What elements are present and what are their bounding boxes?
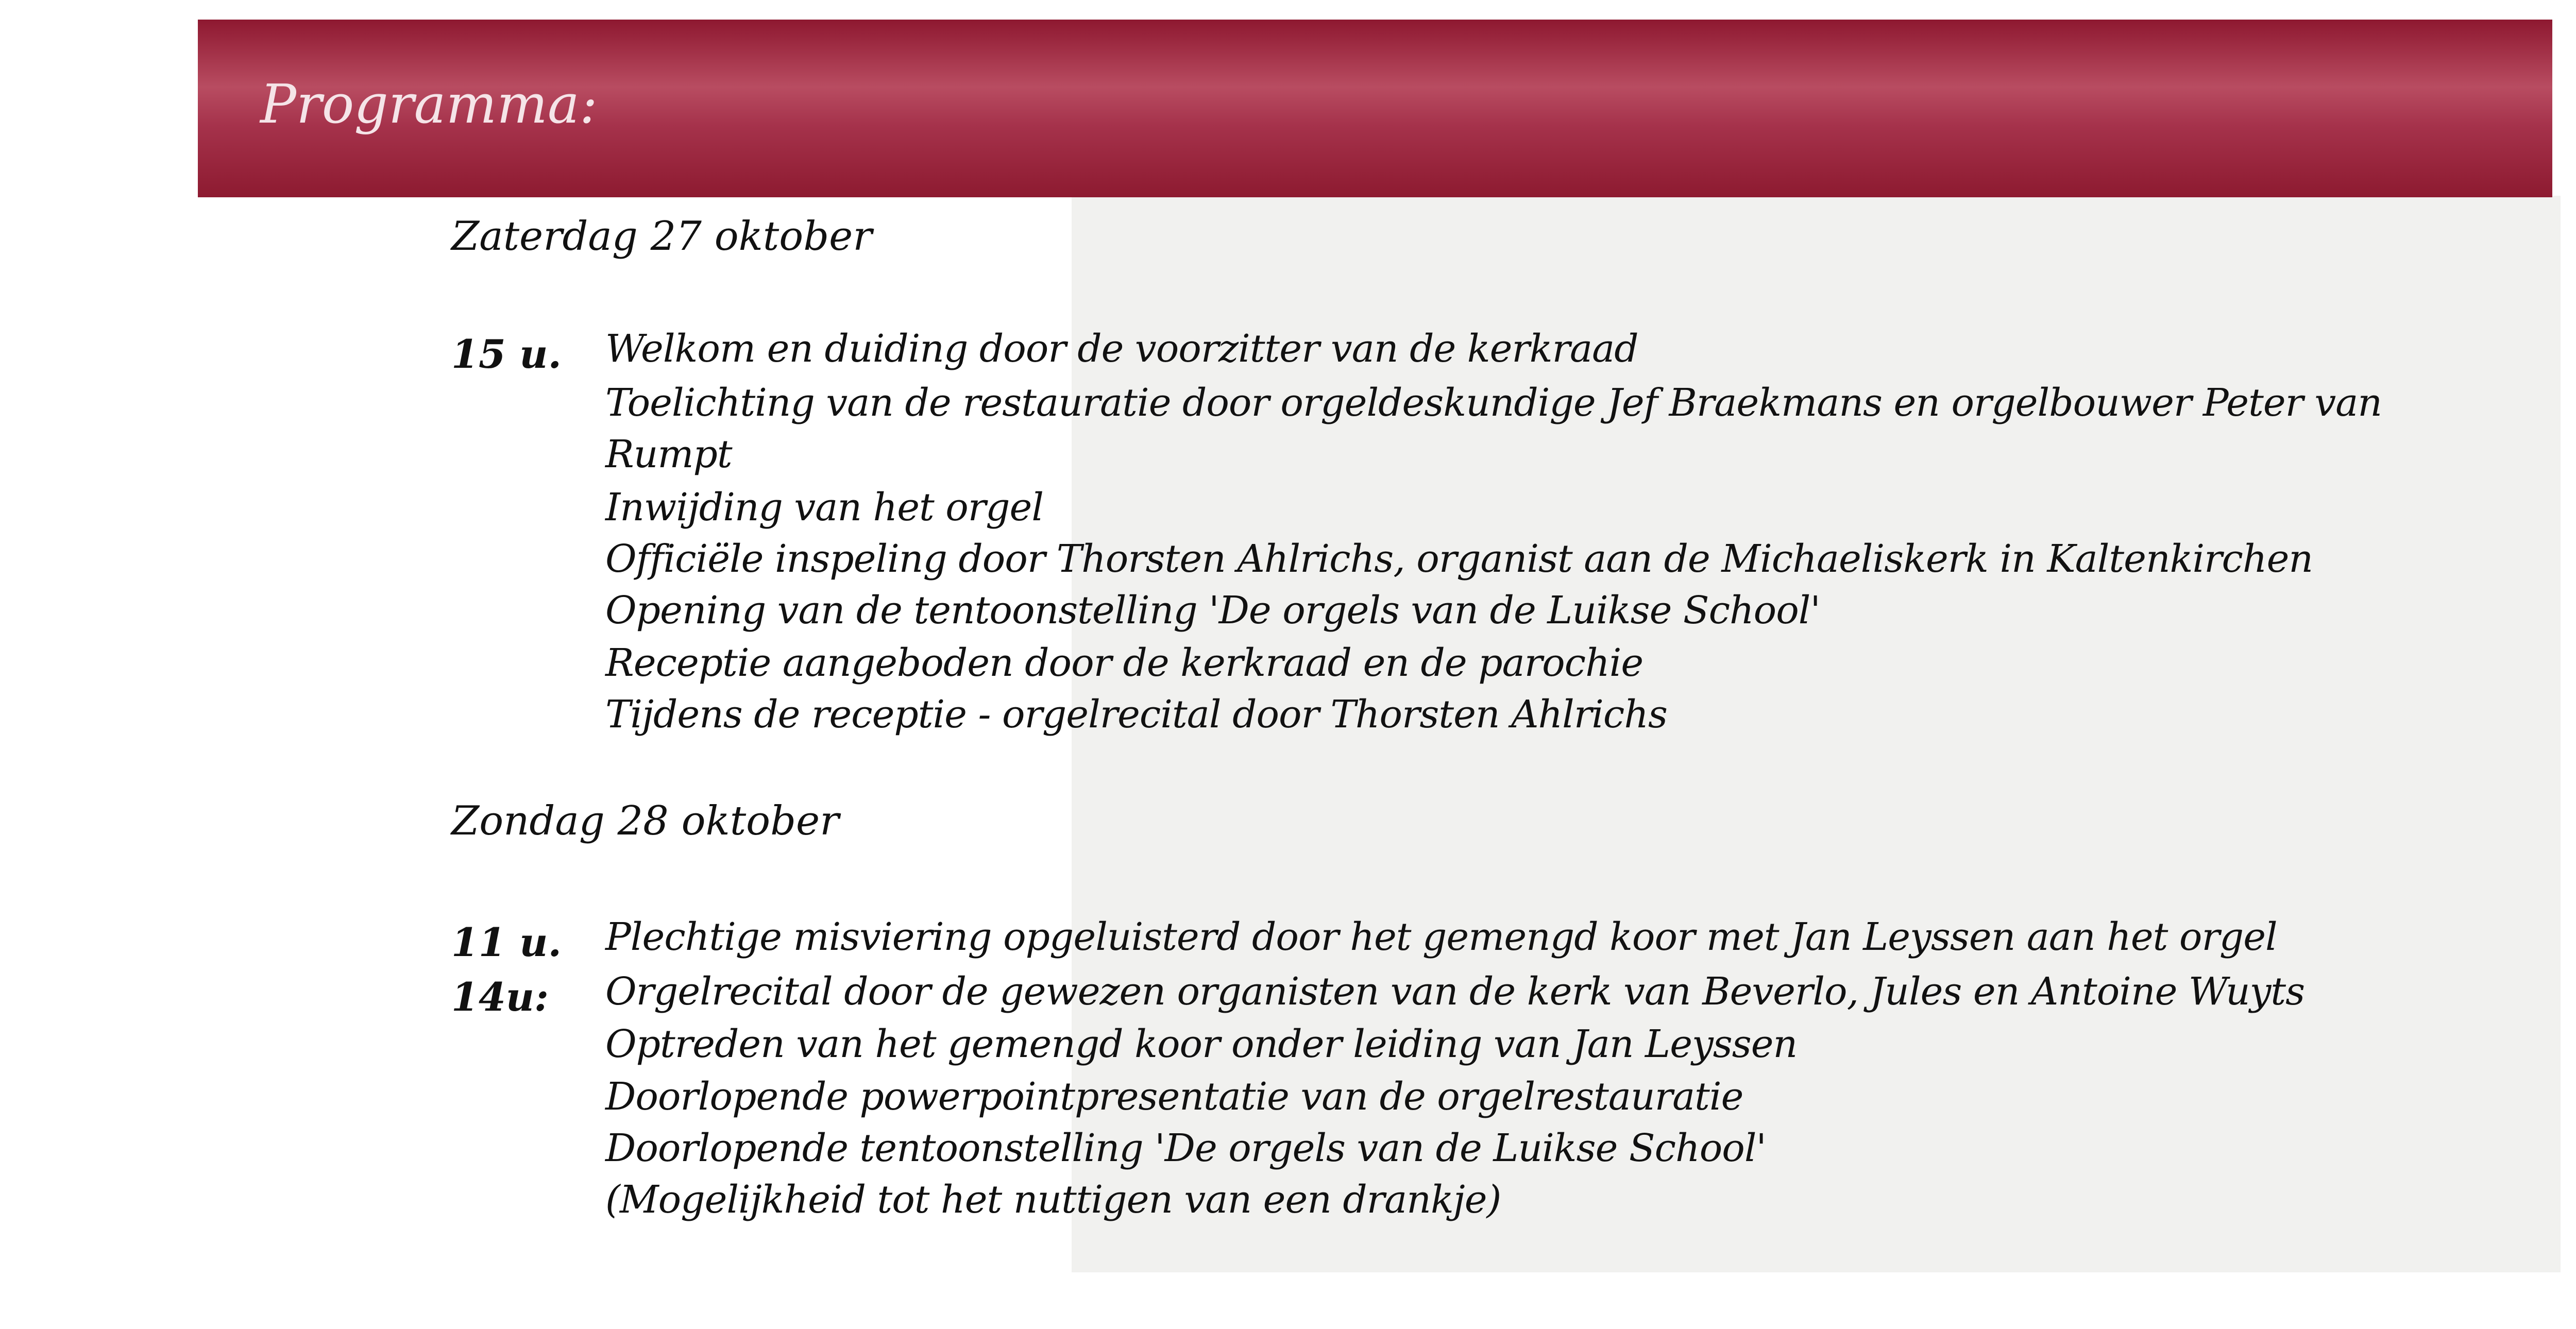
session-time: 11 u. <box>451 919 562 965</box>
programme-item: Plechtige misviering opgeluisterd door het gemengd koor met Jan Leyssen aan het orgel <box>605 915 2277 959</box>
programme-item: Toelichting van de restauratie door orgeldeskundige Jef Braekmans en orgelbouwer Peter van <box>605 381 2382 425</box>
programme-item: Doorlopende tentoonstelling 'De orgels van de Luikse School' <box>605 1126 1766 1170</box>
programme-item: Officiële inspeling door Thorsten Ahlrichs, organist aan de Michaeliskerk in Kaltenkirchen <box>605 537 2313 581</box>
programme-item: Opening van de tentoonstelling 'De orgels van de Luikse School' <box>605 588 1820 633</box>
session-time: 15 u. <box>451 331 562 377</box>
programme-item: Inwijding van het orgel <box>605 485 1044 530</box>
programme-item: (Mogelijkheid tot het nuttigen van een drankje) <box>605 1178 1501 1222</box>
page-title: Programma: <box>260 73 598 135</box>
day-heading-sunday: Zondag 28 oktober <box>451 798 839 844</box>
programme-item: Welkom en duiding door de voorzitter van de kerkraad <box>605 327 1638 371</box>
programme-item: Optreden van het gemengd koor onder leiding van Jan Leyssen <box>605 1022 1798 1066</box>
day-heading-saturday: Zaterdag 27 oktober <box>451 213 872 260</box>
programme-item: Rumpt <box>605 432 732 476</box>
programme-item: Receptie aangeboden door de kerkraad en de parochie <box>605 641 1643 685</box>
session-time: 14u: <box>451 974 549 1020</box>
programme-item: Tijdens de receptie - orgelrecital door Thorsten Ahlrichs <box>605 692 1667 737</box>
programme-item: Orgelrecital door de gewezen organisten van de kerk van Beverlo, Jules en Antoine Wuyts <box>605 969 2305 1014</box>
programme-item: Doorlopende powerpointpresentatie van de orgelrestauratie <box>605 1075 1743 1119</box>
